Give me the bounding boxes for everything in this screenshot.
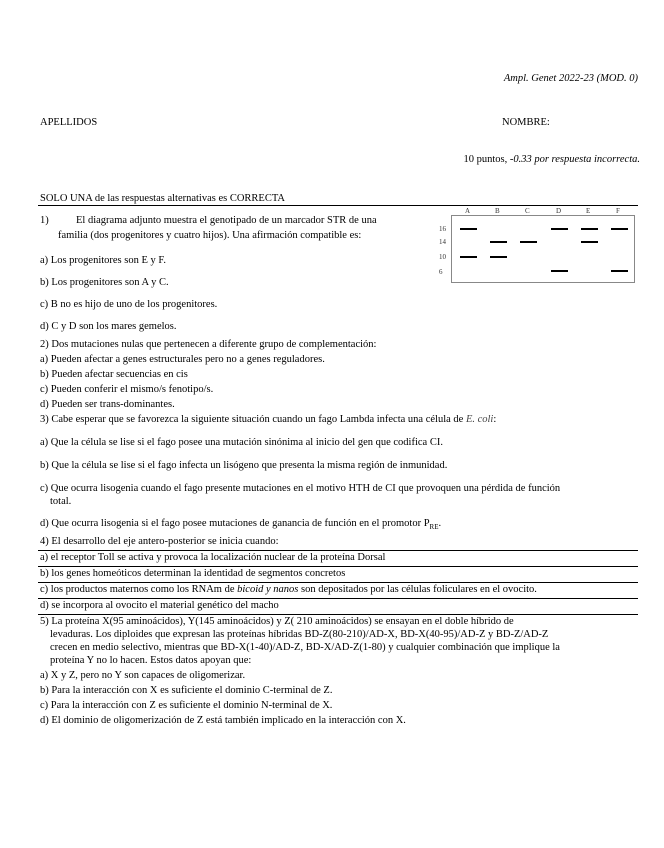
- marker-10: 10: [439, 253, 446, 261]
- nombre-label: NOMBRE:: [502, 117, 550, 128]
- q4-option-c-end: son depositados por las células foliculares en el ovocito.: [298, 584, 537, 595]
- q1-number: 1): [40, 215, 49, 226]
- q5-option-a[interactable]: a) X y Z, pero no Y son capaces de oligomerizar.: [40, 670, 246, 681]
- q3-option-d-text: d) Que ocurra lisogenia si el fago posee mutaciones de ganancia de función en el promotor P: [40, 518, 430, 529]
- lane-label-f: F: [616, 207, 620, 215]
- lane-label-c: C: [525, 207, 530, 215]
- band-a-16: [460, 228, 477, 230]
- q2-option-d[interactable]: d) Pueden ser trans-dominantes.: [40, 399, 175, 410]
- q3-option-c[interactable]: c) Que ocurra lisogenia cuando el fago presente mutaciones en el motivo HTH de CI que provoquen una pérdida de función: [40, 483, 561, 494]
- instructions-rest: de las respuestas alternativas es CORRECTA: [92, 193, 286, 204]
- scoring-note: [463, 154, 640, 165]
- scoring-points: 10 puntos,: [463, 154, 510, 165]
- band-e-16: [581, 228, 598, 230]
- instructions: [40, 193, 285, 204]
- q3-option-a[interactable]: a) Que la célula se lise si el fago posee una mutación sinónima al inicio del gen que codifica CI.: [40, 437, 443, 448]
- q2-stem: 2) Dos mutaciones nulas que pertenecen a diferente grupo de complementación:: [40, 339, 377, 350]
- q5-stem-line1: 5) La proteína X(95 aminoácidos), Y(145 aminoácidos) y Z( 210 aminoácidos) se ensayan en el doble híbrido de: [40, 616, 514, 627]
- q2-option-b[interactable]: b) Pueden afectar secuencias en cis: [40, 369, 188, 380]
- lane-label-a: A: [465, 207, 471, 215]
- q4-option-d[interactable]: d) se incorpora al ovocito el material genético del macho: [40, 600, 279, 611]
- q1-text-line1: El diagrama adjunto muestra el genotipado de un marcador STR de una: [76, 215, 377, 226]
- band-b-14: [490, 241, 507, 243]
- band-d-16: [551, 228, 568, 230]
- marker-14: 14: [439, 238, 446, 246]
- q5-option-c[interactable]: c) Para la interacción con Z es suficiente el dominio N-terminal de X.: [40, 700, 333, 711]
- q3-option-d-subscript: RE: [429, 523, 439, 532]
- lane-label-e: E: [586, 207, 591, 215]
- scoring-penalty: -0.33 por respuesta incorrecta.: [509, 154, 640, 165]
- band-e-14: [581, 241, 598, 243]
- marker-16: 16: [439, 225, 446, 233]
- q3-stem-text: 3) Cabe esperar que se favorezca la siguiente situación cuando un fago Lambda infecta una célula de: [40, 414, 466, 425]
- str-gel-diagram: [435, 207, 637, 283]
- q4-stem: 4) El desarrollo del eje antero-posterior se inicia cuando:: [40, 536, 279, 547]
- q4-divider-4: [38, 598, 638, 599]
- lane-label-d: D: [556, 207, 562, 215]
- q4-option-c-text: c) los productos maternos como los RNAm de: [40, 584, 238, 595]
- marker-6: 6: [439, 268, 443, 276]
- q3-stem-organism: E. coli: [465, 414, 494, 425]
- band-d-6: [551, 270, 568, 272]
- divider: [38, 205, 638, 206]
- q4-option-c[interactable]: [40, 584, 537, 595]
- q3-option-b[interactable]: b) Que la célula se lise si el fago infecta un lisógeno que presenta la misma región de inmunidad.: [40, 460, 448, 471]
- q4-divider-5: [38, 614, 638, 615]
- q3-option-c-continued: total.: [50, 496, 72, 507]
- q3-option-d[interactable]: [40, 518, 441, 531]
- q3-stem-end: :: [493, 414, 497, 425]
- lane-label-b: B: [495, 207, 500, 215]
- q4-divider-1: [38, 550, 638, 551]
- band-f-16: [611, 228, 628, 230]
- q2-option-a[interactable]: a) Pueden afectar a genes estructurales pero no a genes reguladores.: [40, 354, 325, 365]
- band-c-14: [520, 241, 537, 243]
- q4-divider-3: [38, 582, 638, 583]
- q4-option-c-genes: bicoid y nanos: [237, 584, 299, 595]
- q3-option-d-end: .: [438, 518, 442, 529]
- q1-option-d[interactable]: d) C y D son los mares gemelos.: [40, 321, 177, 332]
- q5-stem-line3: crecen en medio selectivo, mientras que BD-X(1-40)/AD-Z, BD-X/AD-Z(1-80) y cualquier combinación que implique la: [50, 642, 560, 653]
- q4-divider-2: [38, 566, 638, 567]
- band-a-10: [460, 256, 477, 258]
- q4-option-b[interactable]: b) los genes homeóticos determinan la identidad de segmentos concretos: [40, 568, 346, 579]
- q1-option-b[interactable]: b) Los progenitores son A y C.: [40, 277, 169, 288]
- q2-option-c[interactable]: c) Pueden conferir el mismo/s fenotipo/s.: [40, 384, 214, 395]
- gel-frame: [451, 215, 635, 283]
- q5-option-d[interactable]: d) El dominio de oligomerización de Z está también implicado en la interacción con X.: [40, 715, 406, 726]
- q1-option-c[interactable]: c) B no es hijo de uno de los progenitores.: [40, 299, 218, 310]
- apellidos-label: APELLIDOS: [40, 117, 98, 128]
- q4-option-a[interactable]: a) el receptor Toll se activa y provoca la localización nuclear de la proteína Dorsal: [40, 552, 386, 563]
- q5-option-b[interactable]: b) Para la interacción con X es suficiente el dominio C-terminal de Z.: [40, 685, 333, 696]
- band-b-10: [490, 256, 507, 258]
- instructions-prefix: SOLO UNA: [40, 193, 93, 204]
- q1-option-a[interactable]: a) Los progenitores son E y F.: [40, 255, 167, 266]
- q5-stem-line4: proteína Y no lo hacen. Estos datos apoyan que:: [50, 655, 252, 666]
- q3-stem: [40, 414, 496, 425]
- course-header: Ampl. Genet 2022-23 (MOD. 0): [503, 73, 638, 84]
- q1-text-line2: familia (dos progenitores y cuatro hijos). Una afirmación compatible es:: [58, 230, 362, 241]
- q5-stem-line2: levaduras. Los diploides que expresan las proteínas híbridas BD-Z(80-210)/AD-X, BD-X(40-95)/AD-Z y BD-Z/AD-Z: [50, 629, 549, 640]
- band-f-6: [611, 270, 628, 272]
